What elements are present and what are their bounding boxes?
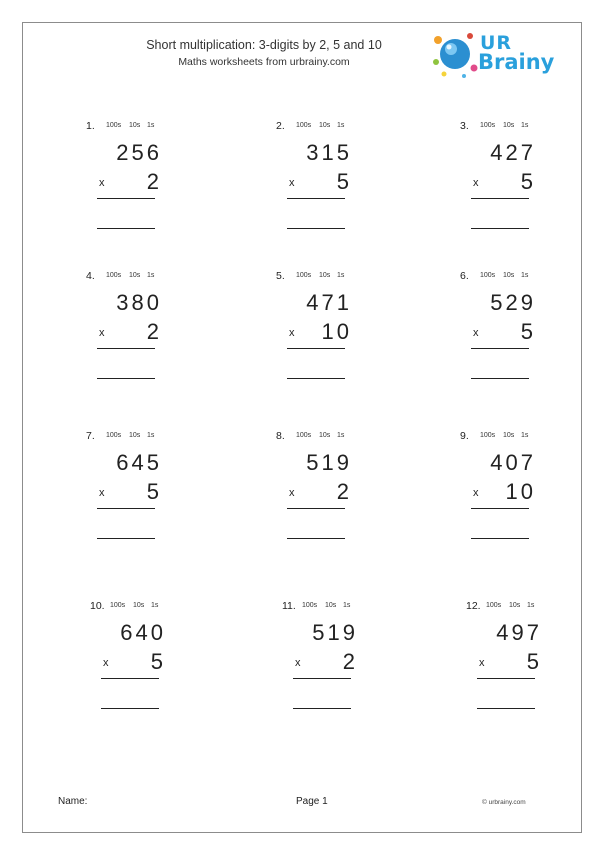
tens-label: 10s [319, 272, 331, 279]
problem-number: 8. [276, 430, 285, 442]
problem-number: 7. [86, 430, 95, 442]
problem [460, 120, 600, 250]
multiplier: 10 [505, 479, 536, 504]
urbrainy-logo [430, 28, 555, 80]
multiplier: 2 [146, 319, 162, 344]
ones-label: 1s [343, 602, 351, 609]
answer-line [97, 508, 155, 509]
ones-label: 1s [337, 432, 345, 439]
answer-line [97, 348, 155, 349]
ones-label: 1s [527, 602, 535, 609]
tens-label: 10s [133, 602, 145, 609]
logo-text-ur: UR [480, 32, 513, 54]
answer-line [101, 678, 159, 679]
multiplier: 5 [520, 319, 536, 344]
multiplier: 5 [150, 649, 166, 674]
problem [282, 600, 422, 730]
answer-line [471, 508, 529, 509]
ones-label: 1s [151, 602, 159, 609]
problem-number: 5. [276, 270, 285, 282]
multiplier: 2 [342, 649, 358, 674]
problem [460, 430, 600, 560]
problem [86, 270, 226, 400]
problem-number: 10. [90, 600, 105, 612]
multiplicand: 256 [116, 140, 162, 165]
multiplicand: 519 [306, 450, 352, 475]
answer-underline [471, 538, 529, 539]
copyright: © urbrainy.com [482, 799, 526, 806]
answer-line [287, 508, 345, 509]
times-sign: x [473, 177, 479, 189]
multiplier: 2 [336, 479, 352, 504]
times-sign: x [289, 327, 295, 339]
problem-number: 2. [276, 120, 285, 132]
problem-number: 11. [282, 600, 296, 612]
problem [86, 430, 226, 560]
hundreds-label: 100s [296, 122, 312, 129]
tens-label: 10s [503, 122, 515, 129]
times-sign: x [289, 177, 295, 189]
problem [466, 600, 606, 730]
multiplicand: 497 [496, 620, 542, 645]
answer-underline [97, 538, 155, 539]
multiplicand: 529 [490, 290, 536, 315]
times-sign: x [473, 487, 479, 499]
problem [90, 600, 230, 730]
problem-number: 1. [86, 120, 95, 132]
problem [276, 120, 416, 250]
answer-underline [477, 708, 535, 709]
tens-label: 10s [129, 272, 141, 279]
problem-number: 4. [86, 270, 95, 282]
multiplicand: 427 [490, 140, 536, 165]
name-label: Name: [58, 796, 88, 807]
problem [276, 430, 416, 560]
answer-underline [287, 228, 345, 229]
answer-line [477, 678, 535, 679]
brain-globe-icon [430, 28, 482, 80]
ones-label: 1s [521, 122, 529, 129]
tens-label: 10s [509, 602, 521, 609]
answer-line [287, 348, 345, 349]
times-sign: x [99, 327, 105, 339]
answer-underline [471, 378, 529, 379]
hundreds-label: 100s [110, 602, 126, 609]
hundreds-label: 100s [296, 432, 312, 439]
page-number: Page 1 [296, 796, 328, 807]
times-sign: x [99, 487, 105, 499]
answer-underline [287, 538, 345, 539]
hundreds-label: 100s [106, 432, 122, 439]
hundreds-label: 100s [106, 272, 122, 279]
tens-label: 10s [325, 602, 337, 609]
hundreds-label: 100s [296, 272, 312, 279]
times-sign: x [479, 657, 485, 669]
problem [86, 120, 226, 250]
times-sign: x [289, 487, 295, 499]
ones-label: 1s [337, 272, 345, 279]
answer-underline [293, 708, 351, 709]
ones-label: 1s [521, 432, 529, 439]
multiplier: 5 [336, 169, 352, 194]
ones-label: 1s [521, 272, 529, 279]
hundreds-label: 100s [106, 122, 122, 129]
multiplier: 5 [146, 479, 162, 504]
times-sign: x [103, 657, 109, 669]
multiplicand: 315 [306, 140, 352, 165]
problem-number: 12. [466, 600, 481, 612]
answer-underline [101, 708, 159, 709]
worksheet-title: Short multiplication: 3-digits by 2, 5 and 10 [146, 38, 382, 52]
tens-label: 10s [319, 122, 331, 129]
logo-text-brainy: Brainy [478, 50, 555, 74]
tens-label: 10s [503, 432, 515, 439]
multiplier: 5 [520, 169, 536, 194]
problem-number: 3. [460, 120, 469, 132]
worksheet-subtitle: Maths worksheets from urbrainy.com [178, 56, 350, 68]
hundreds-label: 100s [486, 602, 502, 609]
answer-underline [471, 228, 529, 229]
times-sign: x [99, 177, 105, 189]
multiplicand: 407 [490, 450, 536, 475]
problem [276, 270, 416, 400]
multiplicand: 640 [120, 620, 166, 645]
answer-line [471, 198, 529, 199]
answer-line [293, 678, 351, 679]
hundreds-label: 100s [302, 602, 318, 609]
multiplicand: 645 [116, 450, 162, 475]
ones-label: 1s [147, 272, 155, 279]
times-sign: x [473, 327, 479, 339]
multiplier: 10 [321, 319, 352, 344]
ones-label: 1s [147, 122, 155, 129]
answer-underline [97, 228, 155, 229]
hundreds-label: 100s [480, 272, 496, 279]
problem [460, 270, 600, 400]
hundreds-label: 100s [480, 122, 496, 129]
answer-line [471, 348, 529, 349]
tens-label: 10s [319, 432, 331, 439]
hundreds-label: 100s [480, 432, 496, 439]
tens-label: 10s [129, 122, 141, 129]
ones-label: 1s [337, 122, 345, 129]
problem-number: 9. [460, 430, 469, 442]
problem-number: 6. [460, 270, 469, 282]
tens-label: 10s [503, 272, 515, 279]
answer-underline [287, 378, 345, 379]
answer-line [97, 198, 155, 199]
ones-label: 1s [147, 432, 155, 439]
multiplier: 2 [146, 169, 162, 194]
tens-label: 10s [129, 432, 141, 439]
answer-line [287, 198, 345, 199]
multiplicand: 380 [116, 290, 162, 315]
multiplicand: 519 [312, 620, 358, 645]
multiplicand: 471 [306, 290, 352, 315]
times-sign: x [295, 657, 301, 669]
multiplier: 5 [526, 649, 542, 674]
answer-underline [97, 378, 155, 379]
